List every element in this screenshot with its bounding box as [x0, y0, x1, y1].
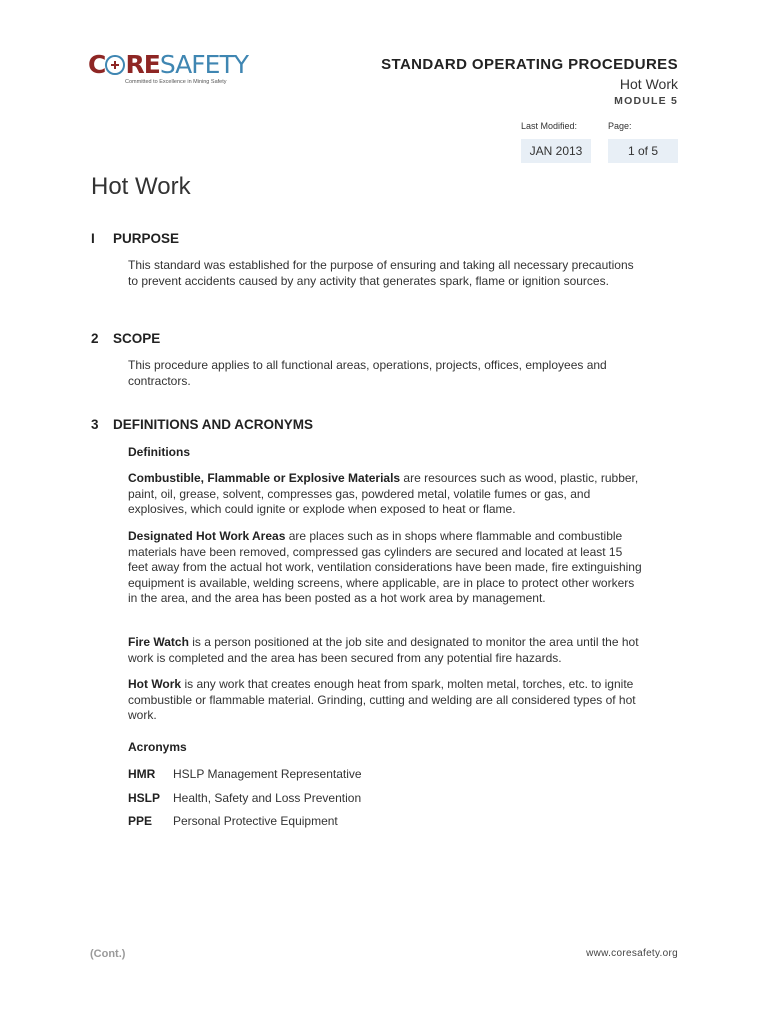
section-heading-purpose [91, 231, 179, 246]
definitions-heading: Definitions [128, 445, 190, 459]
acronym-code: HMR [128, 767, 156, 781]
acronym-code: HSLP [128, 791, 161, 805]
definition-term: Hot Work [128, 677, 182, 691]
header-title: STANDARD OPERATING PROCEDURES [381, 56, 678, 73]
acronym-meaning: Health, Safety and Loss Prevention [173, 791, 362, 805]
document-title: Hot Work [91, 173, 191, 200]
page-label: Page: [608, 121, 632, 131]
acronym-row [128, 814, 338, 828]
last-modified-label: Last Modified: [521, 121, 578, 131]
definition-text: are places such as in shops where flammable and combustible materials have been removed, compressed gas cylinders are secured and located at least 15 feet away from the actual hot work, ventilation considerations have been made, fire extinguishing equipment is available, welding screens, where applicable, are in place to protect other workers in the area, and the area has been posted as a hot work area by management. [128, 529, 642, 605]
acronym-code: PPE [128, 814, 153, 828]
definition-text: is any work that creates enough heat from spark, molten metal, torches, etc. to ignite combustible or flammable material. Grinding, cutting and welding are all considered types of hot work. [128, 677, 636, 722]
continued-label: (Cont.) [90, 948, 126, 960]
definition-item [128, 529, 643, 607]
document-header [381, 56, 678, 107]
definition-term: Designated Hot Work Areas [128, 529, 286, 543]
purpose-text: This standard was established for the purpose of ensuring and taking all necessary precautions to prevent accidents caused by any activity that generates spark, flame or ignition sources. [128, 258, 634, 288]
logo-tagline: Committed to Excellence in Mining Safety [125, 79, 227, 85]
scope-text: This procedure applies to all functional areas, operations, projects, offices, employees and contractors. [128, 358, 607, 388]
definition-item [128, 677, 643, 724]
logo-core-re: RE [125, 50, 160, 79]
acronym-meaning: HSLP Management Representative [173, 767, 362, 781]
website-link[interactable]: www.coresafety.org [586, 948, 678, 959]
acronym-row [128, 791, 361, 805]
section-number: 3 [91, 417, 99, 432]
section-number: I [91, 231, 95, 246]
definition-item [128, 471, 643, 518]
section-heading-definitions [91, 417, 313, 432]
section-heading-scope [91, 331, 160, 346]
section-number: 2 [91, 331, 99, 346]
header-module: MODULE 5 [614, 95, 678, 107]
page-value: 1 of 5 [608, 139, 678, 163]
definition-text: are resources such as wood, plastic, rubber, paint, oil, grease, solvent, compresses gas, powdered metal, volatile fumes or gas, and explosives, which could ignite or explode when exposed to heat or flame. [128, 471, 639, 516]
coresafety-logo [88, 50, 248, 96]
section-title: SCOPE [113, 331, 161, 346]
acronyms-heading: Acronyms [128, 740, 187, 754]
logo-wordmark [88, 50, 248, 80]
cross-badge-icon [105, 55, 124, 75]
section-title: PURPOSE [113, 231, 180, 246]
logo-safety: SAFETY [159, 50, 248, 79]
definition-term: Fire Watch [128, 635, 189, 649]
logo-core-c: C [88, 50, 106, 79]
acronym-meaning: Personal Protective Equipment [173, 814, 338, 828]
section-title: DEFINITIONS AND ACRONYMS [113, 417, 314, 432]
acronym-row [128, 767, 362, 781]
last-modified-value: JAN 2013 [521, 139, 591, 163]
definition-text: is a person positioned at the job site and designated to monitor the area until the hot work is completed and the area has been secured from any potential fire hazards. [128, 635, 639, 665]
definition-item [128, 635, 643, 666]
header-subtitle: Hot Work [619, 76, 678, 92]
definition-term: Combustible, Flammable or Explosive Materials [128, 471, 401, 485]
